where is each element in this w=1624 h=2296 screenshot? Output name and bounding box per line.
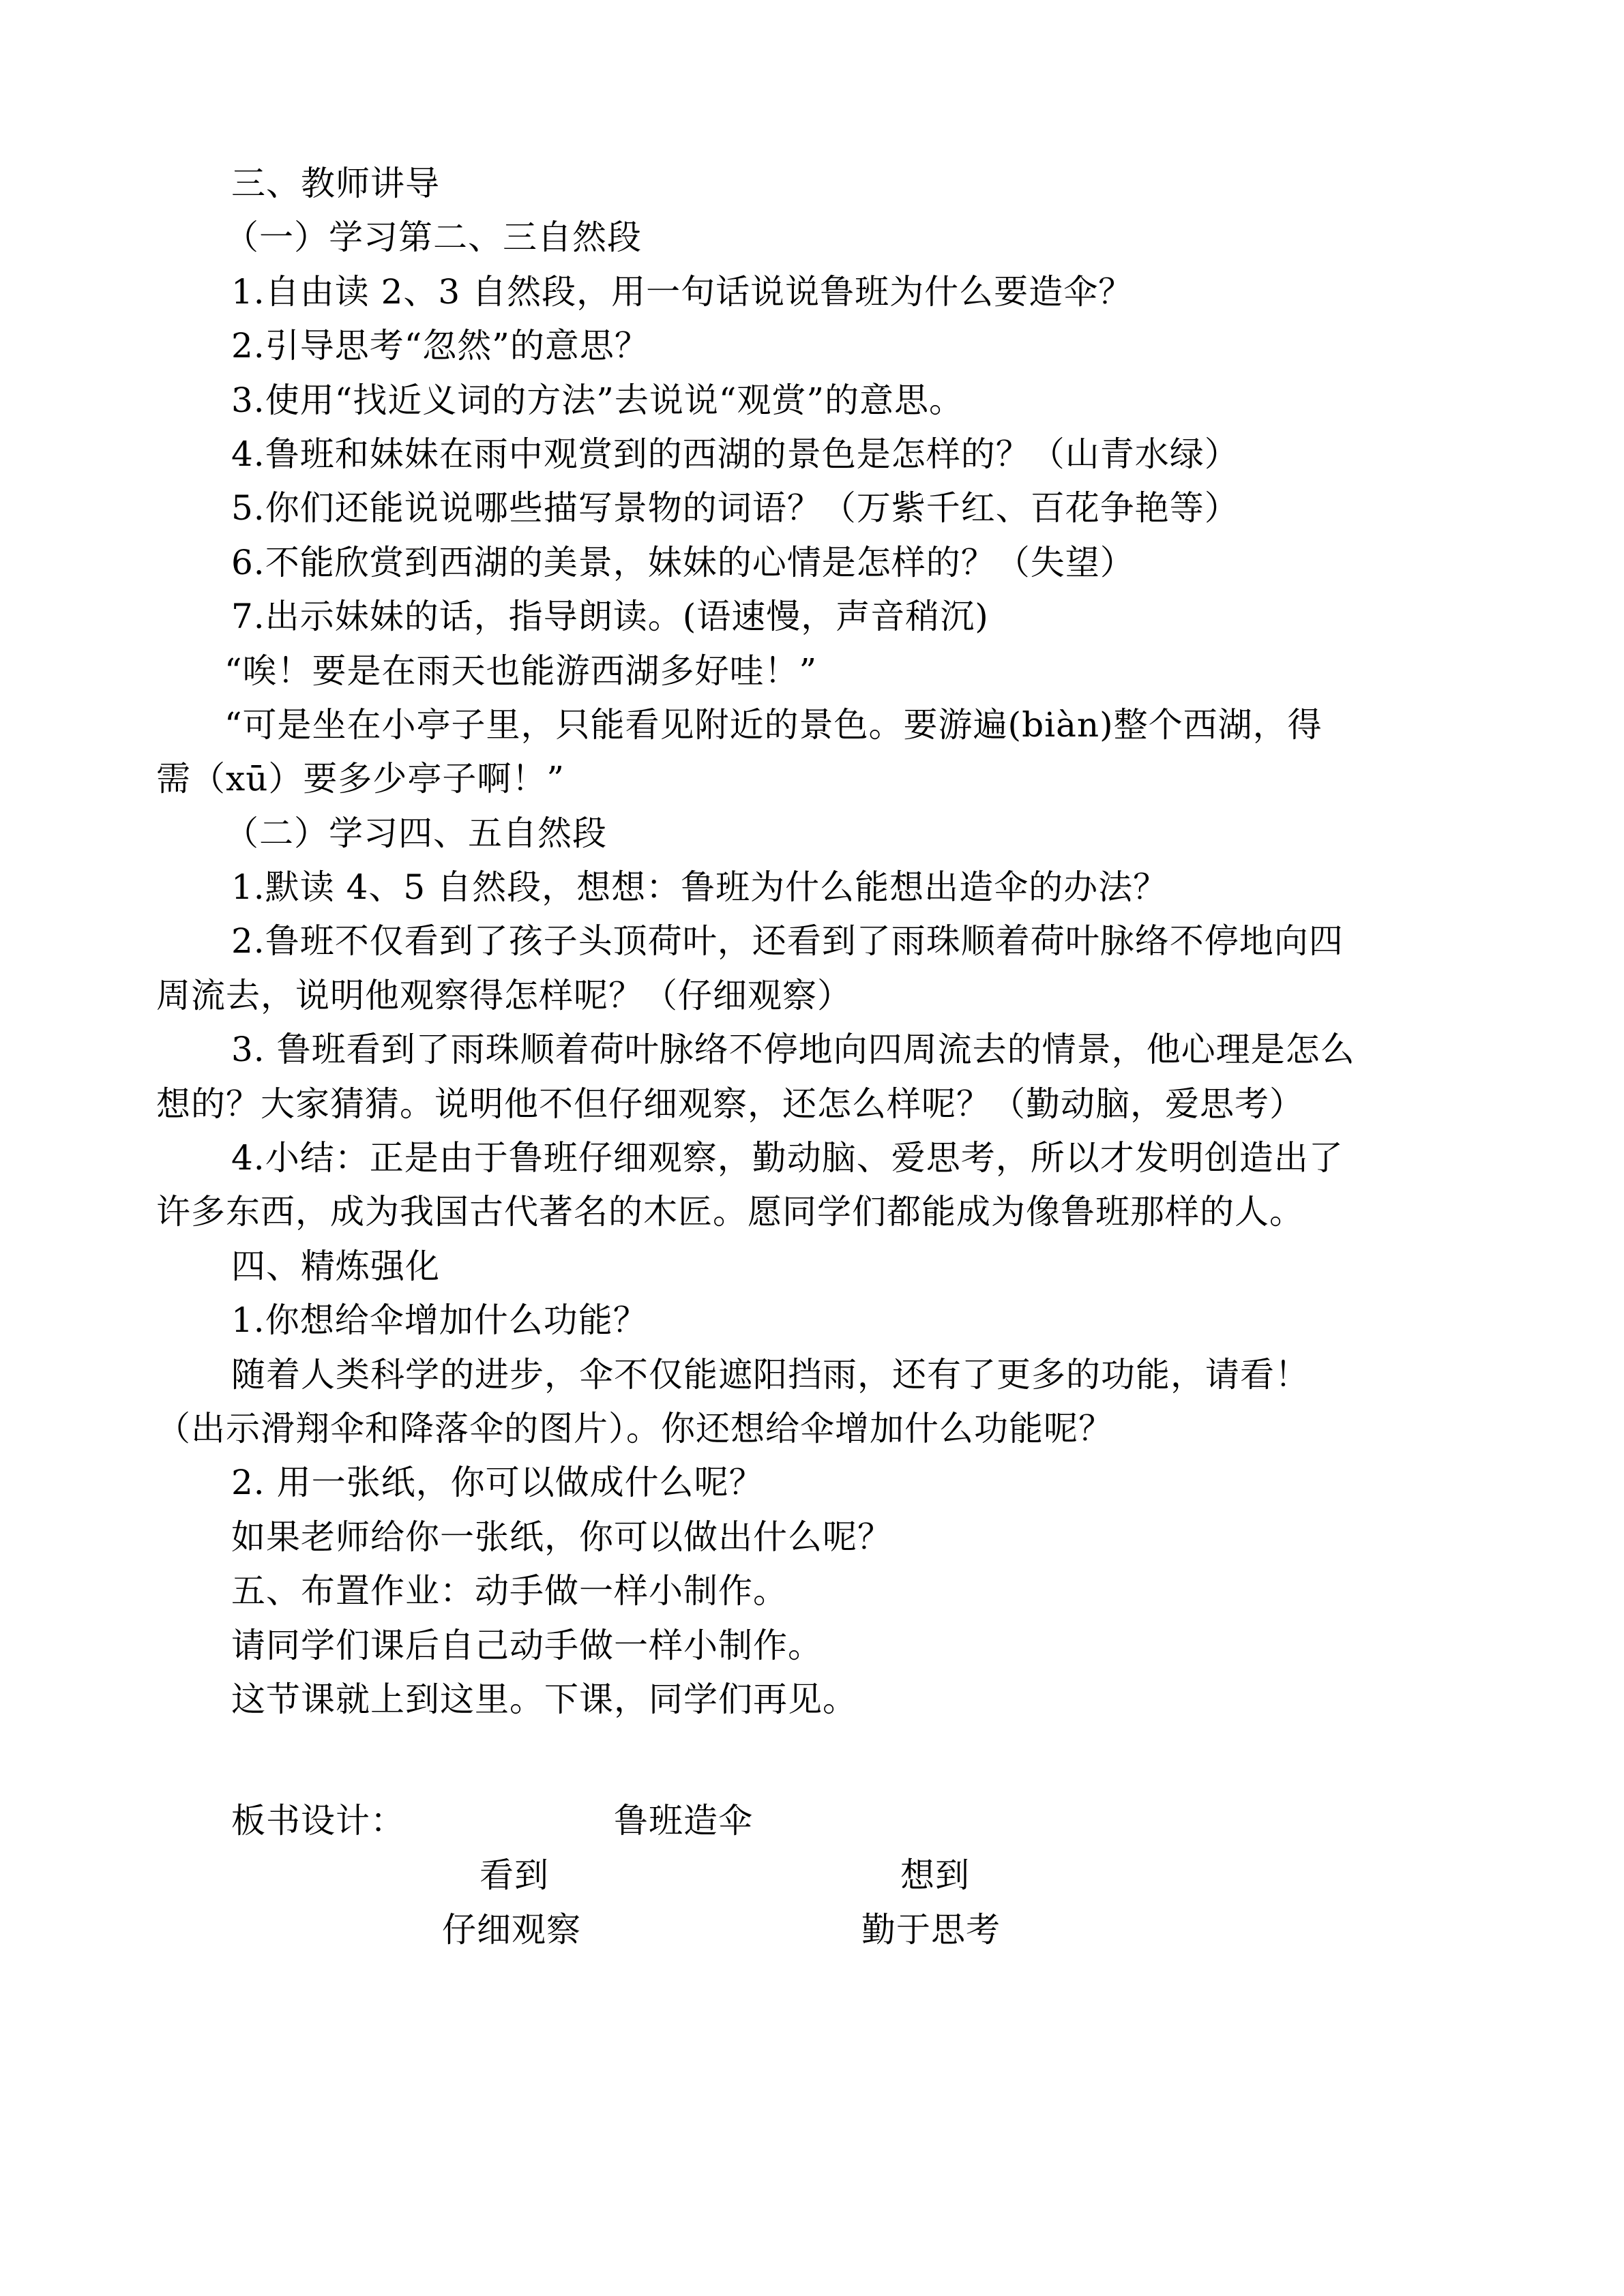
- subsection-heading-2: （二）学习四、五自然段: [224, 813, 607, 853]
- paragraph-line-continued: （出示滑翔伞和降落伞的图片）。你还想给伞增加什么功能呢？: [156, 1408, 1113, 1448]
- paragraph-line: 5.你们还能说说哪些描写景物的词语？（万紫千红、百花争艳等）: [231, 488, 1239, 528]
- section-heading-4: 四、精炼强化: [231, 1246, 440, 1286]
- board-left-top: 看到: [479, 1855, 549, 1895]
- paragraph-line: 1.你想给伞增加什么功能？: [231, 1300, 648, 1341]
- board-design-title: 鲁班造伞: [614, 1801, 753, 1840]
- paragraph-line: 1.自由读 2、3 自然段，用一句话说说鲁班为什么要造伞？: [231, 271, 1134, 312]
- paragraph-line: 随着人类科学的进步，伞不仅能遮阳挡雨，还有了更多的功能，请看！: [231, 1354, 1310, 1395]
- paragraph-line: 2.鲁班不仅看到了孩子头顶荷叶，还看到了雨珠顺着荷叶脉络不停地向四: [231, 921, 1344, 961]
- paragraph-line-continued: 想的？大家猜猜。说明他不但仔细观察，还怎么样呢？（勤动脑，爱思考）: [156, 1084, 1304, 1124]
- board-left-bottom: 仔细观察: [442, 1910, 581, 1950]
- paragraph-line-continued: 许多东西，成为我国古代著名的木匠。愿同学们都能成为像鲁班那样的人。: [156, 1192, 1304, 1232]
- paragraph-line: 7.出示妹妹的话，指导朗读。(语速慢，声音稍沉): [231, 597, 989, 637]
- board-right-bottom: 勤于思考: [861, 1910, 1001, 1950]
- paragraph-line: 6.不能欣赏到西湖的美景，妹妹的心情是怎样的？（失望）: [231, 542, 1135, 582]
- quote-line: “可是坐在小亭子里，只能看见附近的景色。要游遍(biàn)整个西湖，得: [224, 704, 1323, 745]
- paragraph-line: 这节课就上到这里。下课，同学们再见。: [231, 1679, 857, 1719]
- paragraph-line: 4.鲁班和妹妹在雨中观赏到的西湖的景色是怎样的？（山青水绿）: [231, 434, 1239, 474]
- section-heading-5: 五、布置作业：动手做一样小制作。: [231, 1571, 788, 1611]
- paragraph-line-continued: 周流去，说明他观察得怎样呢？（仔细观察）: [156, 975, 852, 1015]
- subsection-heading-1: （一）学习第二、三自然段: [224, 218, 642, 258]
- lesson-text: [156, 157, 1473, 1727]
- paragraph-line: 3.使用“找近义词的方法”去说说“观赏”的意思。: [231, 380, 964, 420]
- board-right-top: 想到: [900, 1855, 970, 1895]
- paragraph-line: 3. 鲁班看到了雨珠顺着荷叶脉络不停地向四周流去的情景，他心理是怎么: [231, 1030, 1355, 1070]
- quote-line: “唉！要是在雨天也能游西湖多好哇！”: [224, 651, 818, 691]
- paragraph-line: 1.默读 4、5 自然段，想想：鲁班为什么能想出造伞的办法？: [231, 867, 1168, 908]
- paragraph-line: 2. 用一张纸，你可以做成什么呢？: [231, 1463, 764, 1503]
- section-heading-3: 三、教师讲导: [231, 164, 440, 203]
- paragraph-line: 请同学们课后自己动手做一样小制作。: [231, 1625, 823, 1665]
- board-design-label: 板书设计：: [231, 1801, 405, 1840]
- paragraph-line: 4.小结：正是由于鲁班仔细观察，勤动脑、爱思考，所以才发明创造出了: [231, 1138, 1344, 1178]
- quote-line-continued: 需（xū）要多少亭子啊！”: [156, 759, 565, 799]
- paragraph-line: 如果老师给你一张纸，你可以做出什么呢？: [231, 1517, 892, 1557]
- paragraph-line: 2.引导思考“忽然”的意思？: [231, 326, 649, 366]
